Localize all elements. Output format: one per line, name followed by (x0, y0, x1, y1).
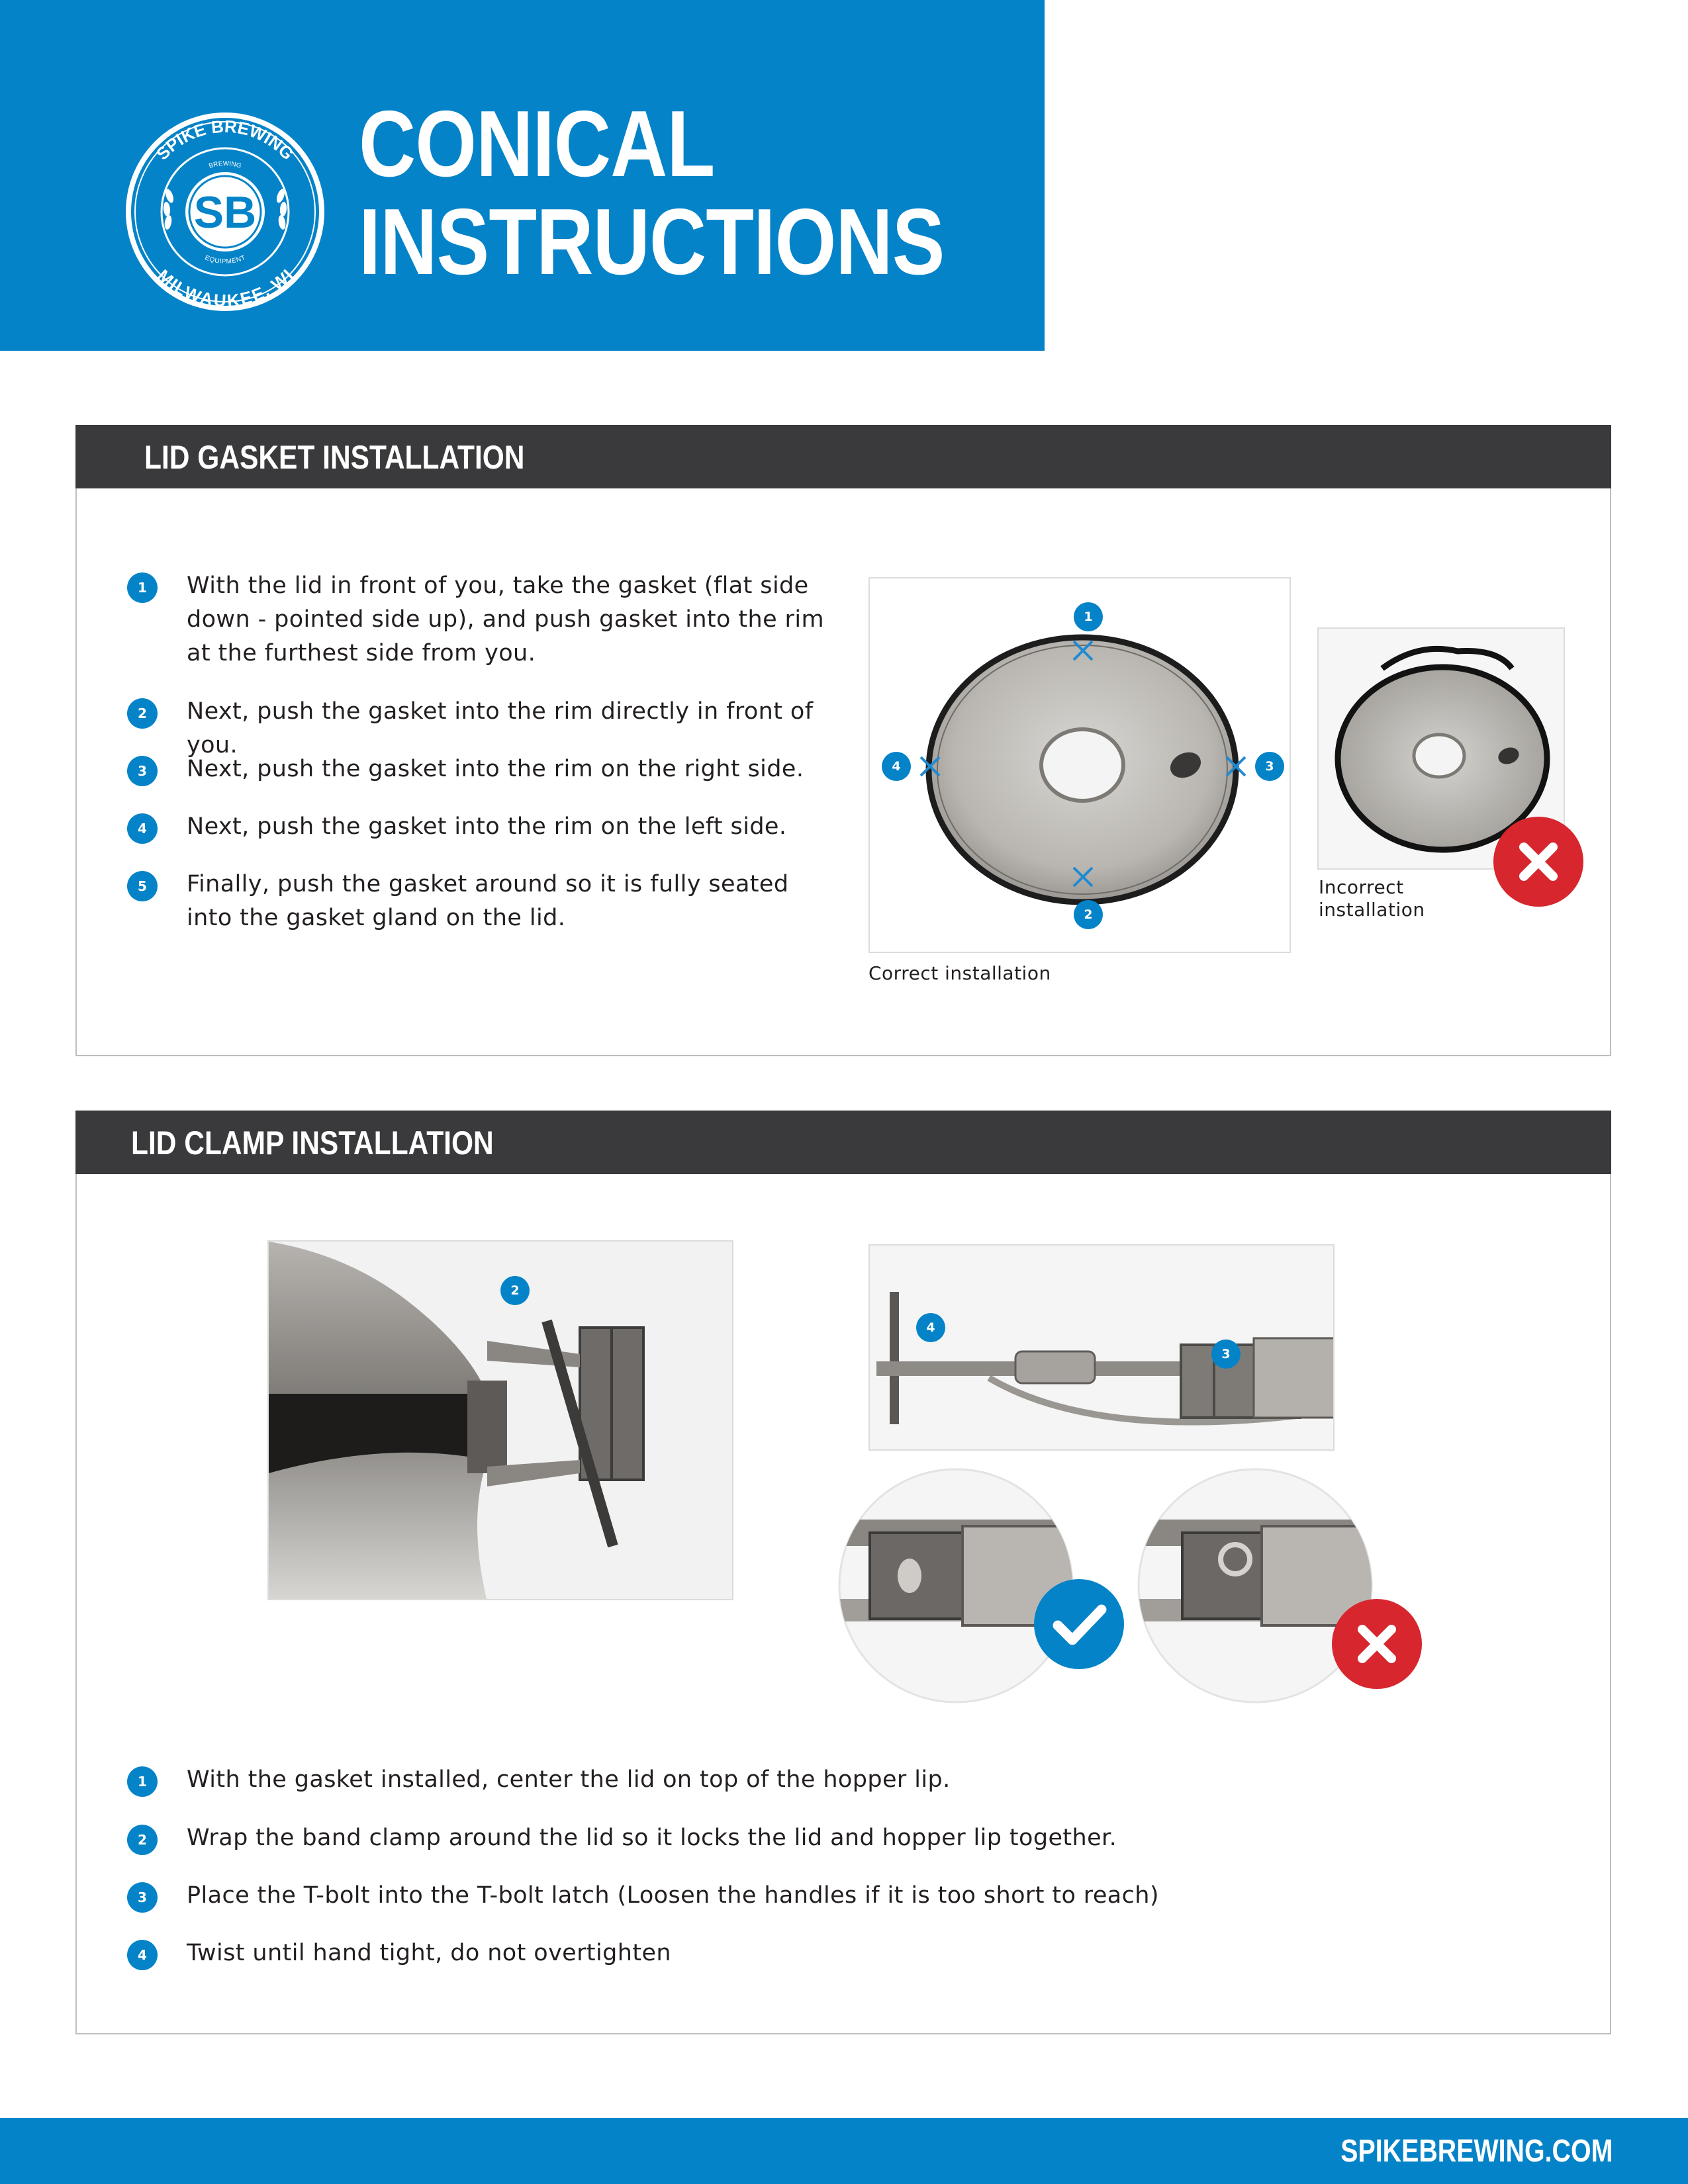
title-line-2: INSTRUCTIONS (359, 189, 945, 295)
photo-marker-4: 4 (882, 752, 911, 781)
step-number-badge: 1 (127, 572, 158, 603)
svg-text:SPIKE BREWING: SPIKE BREWING (152, 116, 298, 164)
step-number-badge: 2 (127, 1825, 158, 1855)
step-number-badge: 2 (127, 698, 158, 729)
clamp-step-1-text: With the gasket installed, center the lid on top of the hopper lip. (187, 1766, 951, 1793)
svg-text:MILWAUKEE, WI: MILWAUKEE, WI (153, 265, 297, 311)
clamp-step-2 (127, 1821, 1517, 1855)
svg-text:BREWING: BREWING (208, 159, 242, 170)
clamp-step-1 (127, 1763, 1517, 1797)
incorrect-installation-caption: Incorrect installation (1319, 876, 1425, 921)
clamp-photo-marker-2: 2 (500, 1276, 530, 1305)
gasket-step-1-text: With the lid in front of you, take the gasket (flat side down - pointed side up), and push gasket into the rim at the furthest side from you. (187, 572, 824, 666)
svg-text:EQUIPMENT: EQUIPMENT (203, 254, 247, 266)
step-number-badge: 4 (127, 1940, 158, 1970)
gasket-step-2-text: Next, push the gasket into the rim directly in front of you. (187, 698, 814, 758)
correct-installation-caption: Correct installation (868, 962, 1051, 984)
footer-website-link[interactable]: SPIKEBREWING.COM (1340, 2134, 1613, 2169)
photo-marker-3: 3 (1255, 752, 1284, 781)
gasket-section-header (75, 425, 1611, 488)
page-title (359, 91, 945, 295)
gasket-step-5-text: Finally, push the gasket around so it is fully seated into the gasket gland on the lid. (187, 871, 789, 931)
correct-check-icon (1033, 1578, 1125, 1670)
svg-text:SB: SB (193, 187, 257, 238)
gasket-step-3-text: Next, push the gasket into the rim on the right side. (187, 756, 804, 782)
step-number-badge: 5 (127, 871, 158, 901)
t-bolt-illustration (870, 1246, 1335, 1451)
clamp-photo-marker-3: 3 (1211, 1340, 1241, 1369)
clamp-step-3 (127, 1879, 1517, 1913)
clamp-section-title: LID CLAMP INSTALLATION (131, 1124, 494, 1161)
clamp-step-4 (127, 1936, 1517, 1970)
step-number-badge: 4 (127, 813, 158, 844)
gasket-step-5 (127, 868, 829, 935)
spike-brewing-logo (123, 110, 327, 314)
step-number-badge: 1 (127, 1766, 158, 1797)
lid-gasket-illustration (870, 578, 1291, 953)
clamp-photo-marker-4: 4 (916, 1313, 945, 1342)
title-line-1: CONICAL (359, 91, 715, 197)
photo-marker-1: 1 (1074, 602, 1103, 631)
clamp-step-3-text: Place the T-bolt into the T-bolt latch (Loosen the handles if it is too short to reach) (187, 1882, 1159, 1909)
incorrect-x-icon (1492, 815, 1585, 908)
step-number-badge: 3 (127, 756, 158, 786)
gasket-step-4-text: Next, push the gasket into the rim on the left side. (187, 813, 787, 840)
correct-installation-photo (868, 577, 1291, 953)
gasket-step-4 (127, 810, 855, 844)
gasket-step-3 (127, 752, 855, 786)
step-number-badge: 3 (127, 1882, 158, 1913)
gasket-step-1 (127, 569, 829, 670)
photo-marker-2: 2 (1074, 900, 1103, 929)
gasket-section-title: LID GASKET INSTALLATION (144, 439, 525, 476)
incorrect-latch-x-icon (1331, 1598, 1423, 1690)
clamp-step-2-text: Wrap the band clamp around the lid so it locks the lid and hopper lip together. (187, 1825, 1117, 1851)
band-clamp-photo (267, 1240, 733, 1600)
clamp-section-header (75, 1111, 1611, 1174)
t-bolt-latch-photo (868, 1244, 1335, 1451)
clamp-step-4-text: Twist until hand tight, do not overtighten (187, 1940, 671, 1966)
footer-bar (0, 2118, 1688, 2184)
header-banner (0, 0, 1045, 351)
